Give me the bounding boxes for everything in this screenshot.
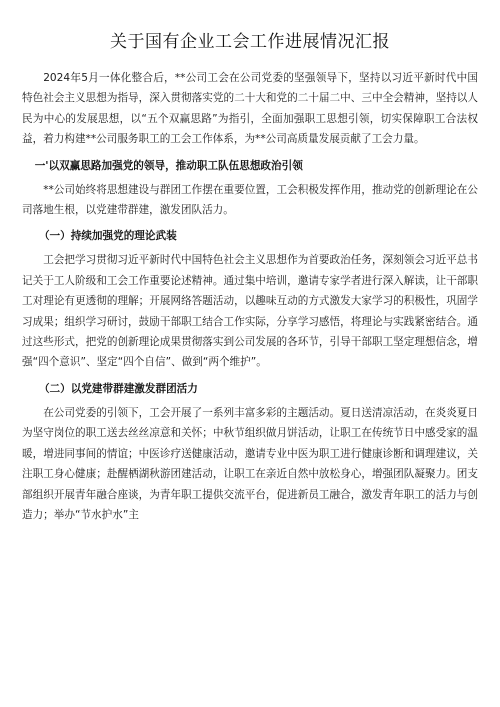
section-1-intro-paragraph: **公司始终将思想建设与群团工作摆在重要位置，工会积极发挥作用，推动党的创新理论在公司落地生根，以党建带群建，激发团队活力。 (22, 183, 478, 217)
subsection-1-paragraph: 工会把学习贯彻习近平新时代中国特色社会主义思想作为首要政治任务，深刻领会习近平总书记关于工人阶级和工会工作重要论述精神。通过集中培训，邀请专家学者进行深入解读，让干部职工对理论有更透彻的理解；开展网络答题活动，以趣味互动的方式激发大家学习的积极性，巩固学习成果；组织学习研讨，鼓励干部职工结合工作实际，分享学习感悟，将理论与实践紧密结合。通过这些形式，把党的创新理论成果贯彻落实到公司发展的各环节，引导干部职工坚定理想信念，增强“四个意识”、坚定“四个自信”、做到“两个维护”。 (22, 254, 478, 369)
subsection-1-heading: （一）持续加强党的理论武装 (38, 230, 177, 243)
section-1-heading: 一'以双赢思路加强党的领导，推动职工队伍思想政治引领 (34, 159, 303, 172)
intro-paragraph: 2024年5月一体化整合后，**公司工会在公司党委的坚强领导下，坚持以习近平新时代中国特色社会主义思想为指导，深入贯彻落实党的二十大和党的二十届二中、三中全会精神，坚持以人民为中心的发展思想，以“五个双赢思路”为指引，全面加强职工思想引领，切实保障职工合法权益，着力构建**公司服务职工的工会工作体系，为**公司高质量发展贡献了工会力量。 (22, 72, 478, 146)
subsection-2-heading: （二）以党建带群建激发群团活力 (38, 382, 198, 395)
document-title: 关于国有企业工会工作进展情况汇报 (110, 32, 390, 52)
subsection-2-paragraph: 在公司党委的引领下，工会开展了一系列丰富多彩的主题活动。夏日送清凉活动，在炎炎夏日为坚守岗位的职工送去丝丝凉意和关怀；中秋节组织做月饼活动，让职工在传统节日中感受家的温暖，增进同事间的情谊；中医诊疗送健康活动，邀请专业中医为职工进行健康诊断和调理建议，关注职工身心健康；赴醒栖湖秋游团建活动，让职工在亲近自然中放松身心，增强团队凝聚力。团支部组织开展青年融合座谈，为青年职工提供交流平台，促进新员工融合，激发青年职工的活力与创造力；举办“节水护水”主 (22, 406, 478, 521)
